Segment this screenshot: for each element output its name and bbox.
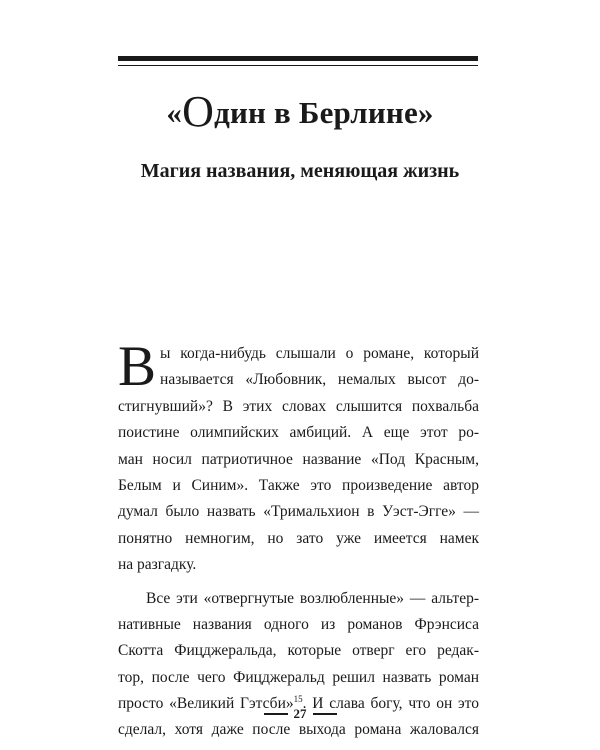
folio-dash-right	[313, 713, 337, 715]
header-rule-thin	[118, 65, 478, 66]
text-line: называется «Любовник, немалых высот до-	[160, 371, 479, 389]
text-line: Белым и Синим». Также это произведение автор	[118, 476, 479, 494]
text-line: на разгадку.	[118, 556, 197, 574]
title-initial: О	[182, 87, 215, 136]
text-line: понятно немногим, но зато уже имеется намек	[118, 529, 479, 547]
text-line: поистине олимпийских амбиций. А еще этот ро-	[118, 424, 479, 442]
title-open-quote: «	[166, 95, 183, 130]
text-segment: просто «Великий Гэтсби»	[118, 695, 294, 713]
text-line: Скотта Фицджеральда, которые отверг его редак-	[118, 642, 479, 660]
chapter-subtitle: Магия названия, меняющая жизнь	[140, 160, 460, 182]
text-line: думал было назвать «Тримальхион в Уэст-Эгге» —	[118, 503, 479, 521]
text-line: нативные названия одного из романов Фрэнсиса	[118, 615, 479, 633]
page-footer	[0, 706, 600, 722]
folio-dash-left	[264, 713, 288, 715]
paragraph-1	[118, 335, 479, 579]
text-line: ман носил патриотичное название «Под Красным,	[118, 450, 479, 468]
title-rest: дин в Берлине»	[214, 95, 434, 130]
text-line: тор, после чего Фицджеральд решил назвать роман	[118, 668, 479, 686]
header-rule-thick	[118, 56, 478, 61]
text-line: Все эти «отвергнутые возлюбленные» — альтер-	[146, 589, 479, 607]
footnote-reference[interactable]: 15	[293, 694, 303, 705]
body-text	[118, 335, 479, 744]
chapter-title	[0, 87, 600, 136]
text-line: сделал, хотя даже после выхода романа жаловался	[118, 721, 479, 739]
page-number: 27	[293, 706, 307, 721]
text-line: ы когда-нибудь слышали о романе, который	[160, 345, 479, 362]
drop-cap: В	[118, 335, 157, 398]
text-segment: . И слава богу, что он это	[302, 695, 479, 713]
text-line: стигнувший»? В этих словах слышится похвальба	[118, 397, 479, 415]
